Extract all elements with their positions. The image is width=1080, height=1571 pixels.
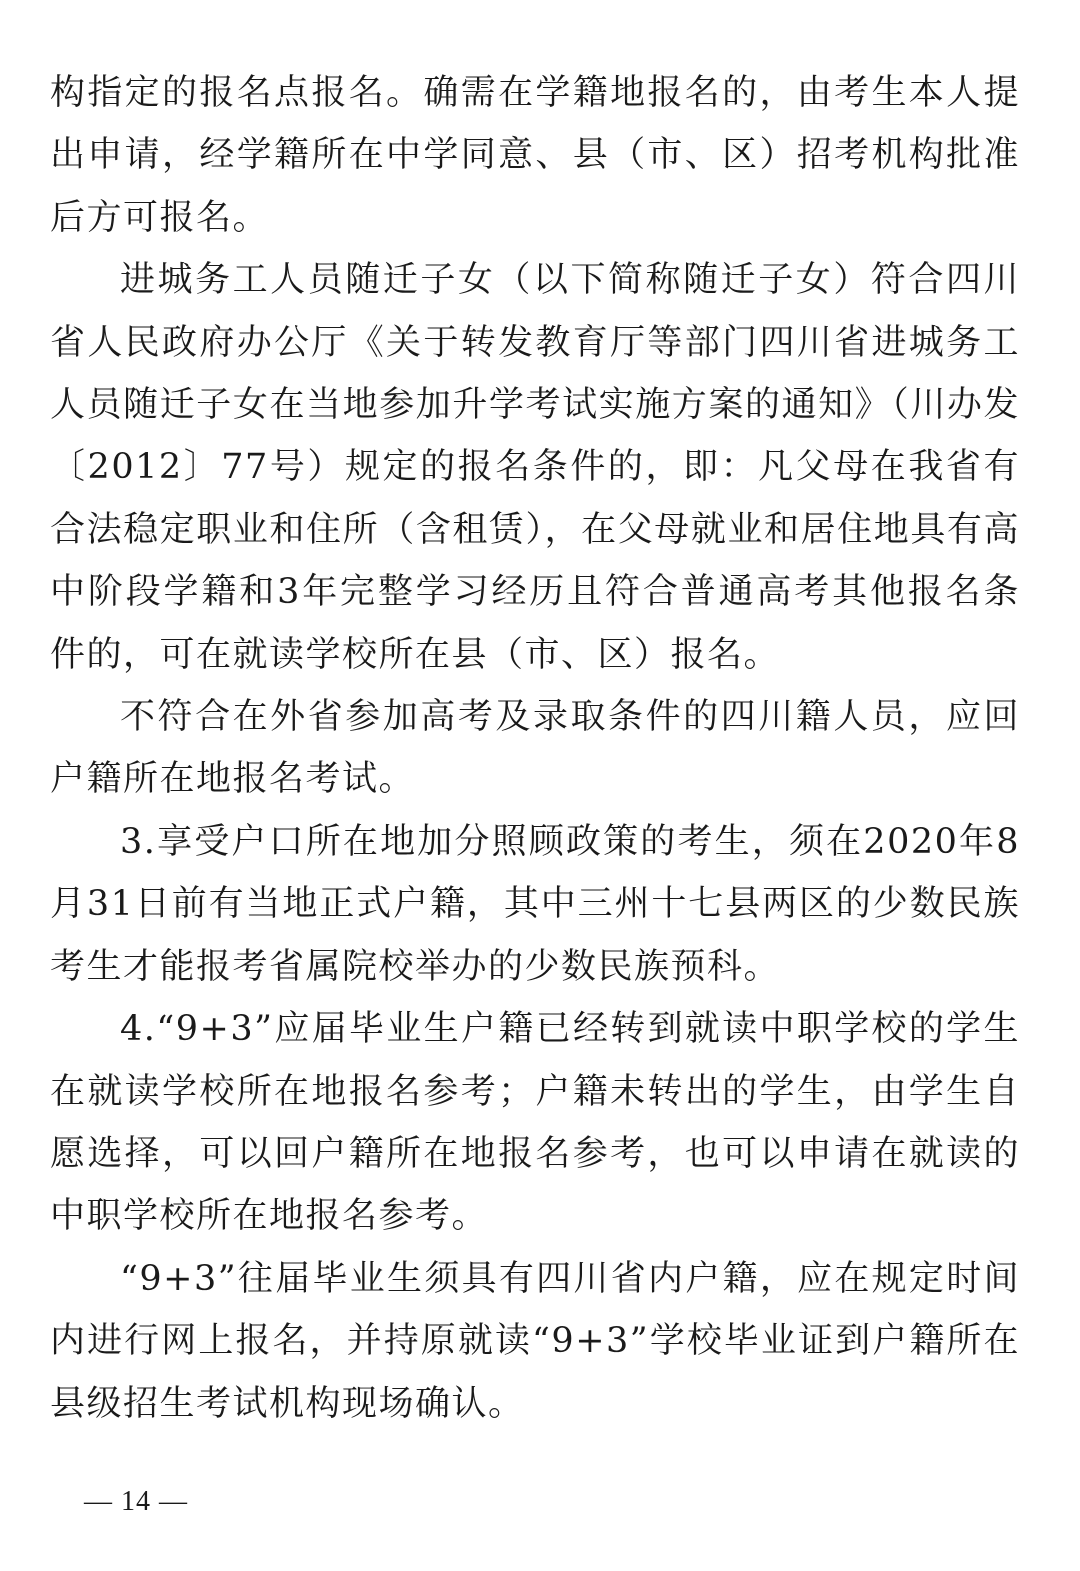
paragraph-migrant-children: 进城务工人员随迁子女（以下简称随迁子女）符合四川省人民政府办公厅《关于转发教育厅等部门四川省进城务工人员随迁子女在当地参加升学考试实施方案的通知》（川办发〔2012〕77号）规定的报名条件的，即：凡父母在我省有合法稳定职业和住所（含租赁），在父母就业和居住地具有高中阶段学籍和3年完整学习经历且符合普通高考其他报名条件的，可在就读学校所在县（市、区）报名。 [50,260,1020,675]
paragraph-out-of-province: 不符合在外省参加高考及录取条件的四川籍人员，应回户籍所在地报名考试。 [50,697,1020,800]
page-number: — 14 — [84,1486,188,1517]
paragraph-item-4-current-graduates: 4.“9+3”应届毕业生户籍已经转到就读中职学校的学生在就读学校所在地报名参考；户籍未转出的学生，由学生自愿选择，可以回户籍所在地报名参考，也可以申请在就读的中职学校所在地报名参考。 [50,1009,1020,1237]
paragraph-item-3-bonus-points: 3.享受户口所在地加分照顾政策的考生，须在2020年8月31日前有当地正式户籍，其中三州十七县两区的少数民族考生才能报考省属院校举办的少数民族预科。 [50,821,1020,987]
paragraph-continuation: 构指定的报名点报名。确需在学籍地报名的，由考生本人提出申请，经学籍所在中学同意、县（市、区）招考机构批准后方可报名。 [50,73,1020,238]
document-body [50,62,1020,1435]
paragraph-previous-graduates: “9+3”往届毕业生须具有四川省内户籍，应在规定时间内进行网上报名，并持原就读“9+3”学校毕业证到户籍所在县级招生考试机构现场确认。 [50,1258,1020,1424]
